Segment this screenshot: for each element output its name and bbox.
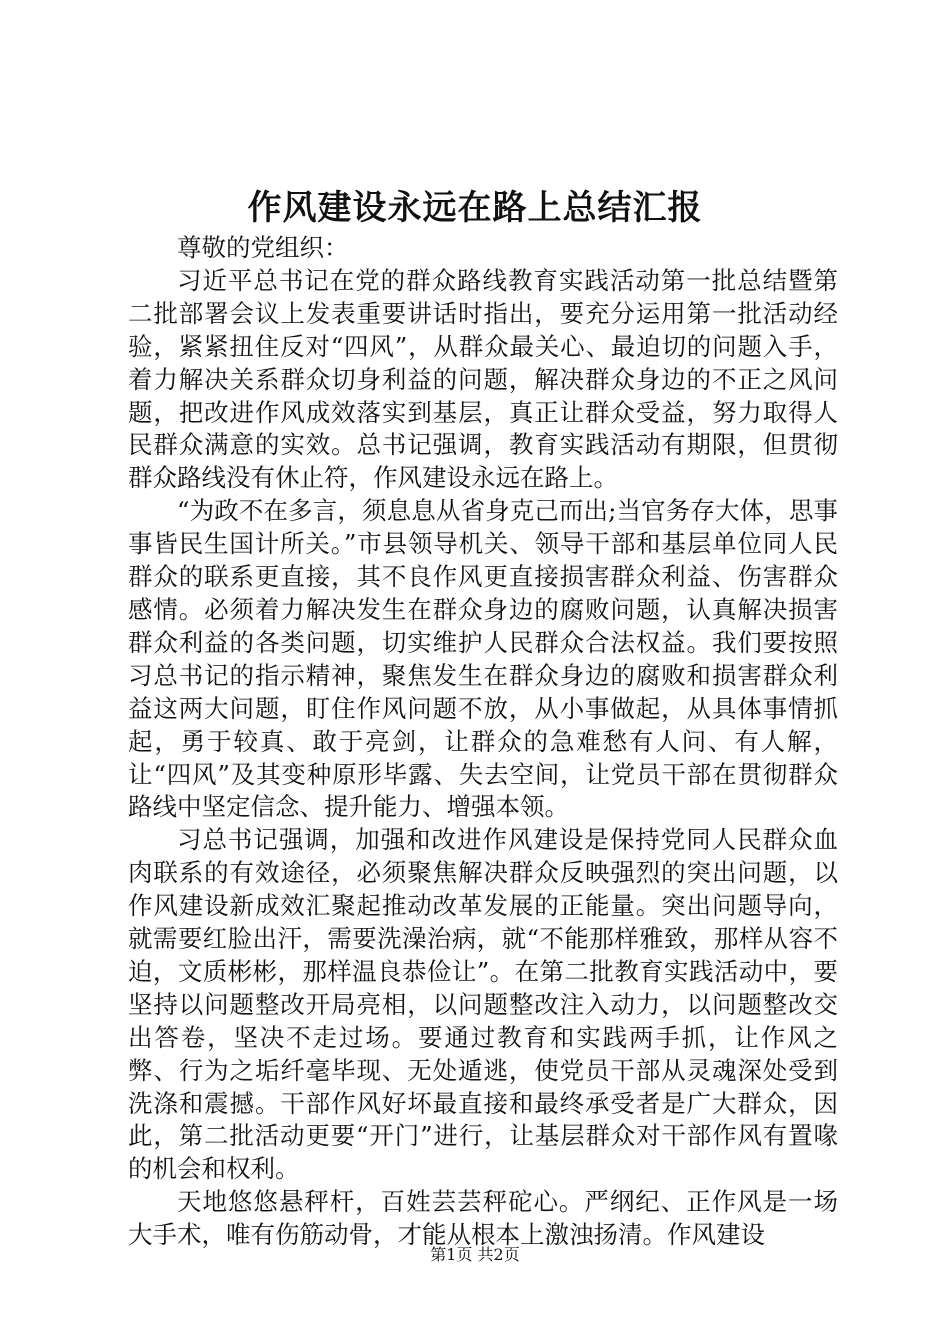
salutation: 尊敬的党组织： [177, 233, 349, 262]
document-title: 作风建设永远在路上总结汇报 [247, 188, 703, 228]
paragraph-2: “为政不在多言，须息息从省身克己而出;当官务存大体，思事事皆民生国计所关。”市县领导机关、领导干部和基层单位同人民群众的联系更直接，其不良作风更直接损害群众利益、伤害群众感情。必须着力解决发生在群众身边的腐败问题，认真解决损害群众利益的各类问题，切实维护人民群众合法权益。我们要按照习总书记的指示精神，聚焦发生在群众身边的腐败和损害群众利益这两大问题，盯住作风问题不放，从小事做起，从具体事情抓起，勇于较真、敢于亮剑，让群众的急难愁有人问、有人解，让“四风”及其变种原形毕露、失去空间，让党员干部在贯彻群众路线中坚定信念、提升能力、增强本领。 [128, 496, 838, 822]
paragraph-4: 天地悠悠悬秤杆，百姓芸芸秤砣心。严纲纪、正作风是一场大手术，唯有伤筋动骨，才能从根本上激浊扬清。作风建设 [128, 1187, 838, 1250]
paragraph-1: 习近平总书记在党的群众路线教育实践活动第一批总结暨第二批部署会议上发表重要讲话时指出，要充分运用第一批活动经验，紧紧扭住反对“四风”，从群众最关心、最迫切的问题入手，着力解决关系群众切身利益的问题，解决群众身边的不正之风问题，把改进作风成效落实到基层，真正让群众受益，努力取得人民群众满意的实效。总书记强调，教育实践活动有期限，但贯彻群众路线没有休止符，作风建设永远在路上。 [128, 265, 838, 493]
document-body [128, 232, 838, 1252]
page-footer: 第1页 共2页 [430, 1245, 520, 1264]
paragraph-3: 习总书记强调，加强和改进作风建设是保持党同人民群众血肉联系的有效途径，必须聚焦解决群众反映强烈的突出问题，以作风建设新成效汇聚起推动改革发展的正能量。突出问题导向，就需要红脸出汗，需要洗澡治病，就“不能那样雅致，那样从容不迫，文质彬彬，那样温良恭俭让”。在第二批教育实践活动中，要坚持以问题整改开局亮相，以问题整改注入动力，以问题整改交出答卷，坚决不走过场。要通过教育和实践两手抓，让作风之弊、行为之垢纤毫毕现、无处遁逃，使党员干部从灵魂深处受到洗涤和震撼。干部作风好坏最直接和最终承受者是广大群众，因此，第二批活动更要“开门”进行，让基层群众对干部作风有置喙的机会和权利。 [128, 825, 838, 1184]
